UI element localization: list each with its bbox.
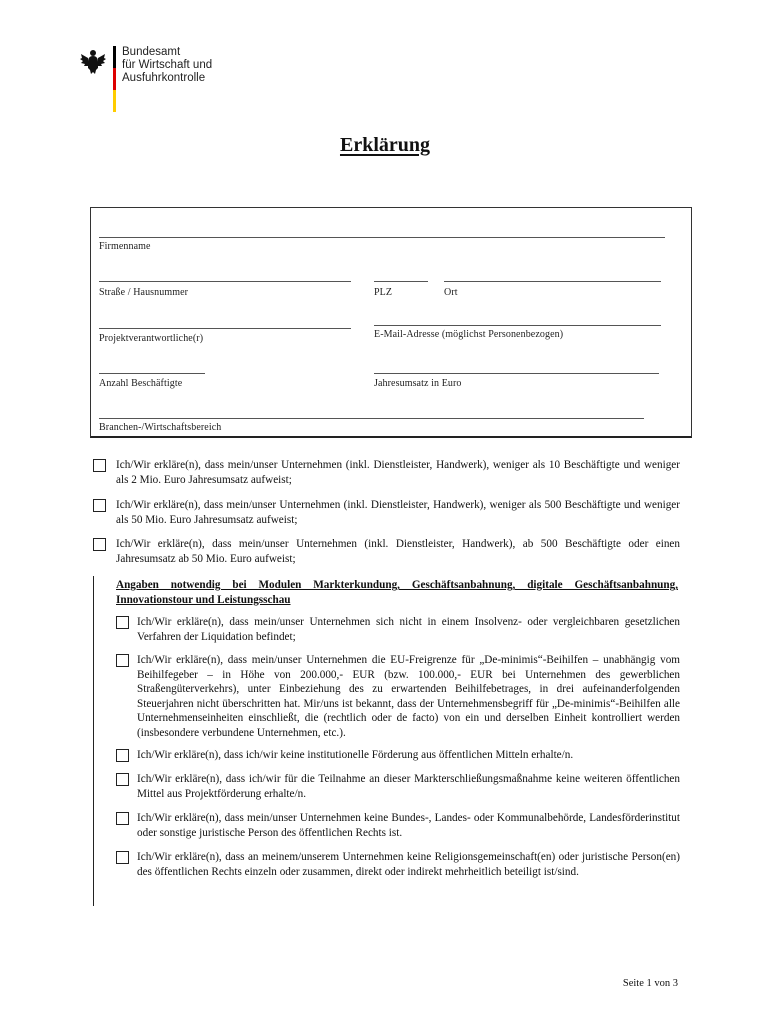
flag-bar xyxy=(113,46,116,112)
checkbox[interactable] xyxy=(93,538,106,551)
employees-label: Anzahl Beschäftigte xyxy=(99,378,183,389)
employees-field[interactable] xyxy=(99,373,205,374)
sector-field[interactable] xyxy=(99,418,644,419)
size-option-text: Ich/Wir erkläre(n), dass mein/unser Unternehmen (inkl. Dienstleister, Handwerk), weniger als 500 Beschäftigte und weniger als 50 Mio. Euro Jahresumsatz aufweist; xyxy=(116,499,680,526)
flag-stripe-black xyxy=(113,46,116,68)
declaration-item xyxy=(116,772,680,801)
section-heading: Angaben notwendig bei Modulen Markterkundung, Geschäftsanbahnung, digitale Geschäftsanbahnung, Innovationstour und Leistungsschau xyxy=(116,579,678,606)
declaration-text: Ich/Wir erkläre(n), dass an meinem/unserem Unternehmen keine Religionsgemeinschaft(en) oder juristische Person(en) des öffentlichen Rechts einzeln oder zusammen, direkt oder indirekt mehrheitlich beteiligt ist/sind. xyxy=(137,851,680,878)
checkbox[interactable] xyxy=(93,499,106,512)
checkbox[interactable] xyxy=(116,616,129,629)
declaration-item xyxy=(116,811,680,840)
declaration-item xyxy=(116,748,680,763)
size-option-text: Ich/Wir erkläre(n), dass mein/unser Unternehmen (inkl. Dienstleister, Handwerk), ab 500 Beschäftigte oder einen Jahresumsatz ab 50 Mio. Euro aufweist; xyxy=(116,538,680,565)
declaration-text: Ich/Wir erkläre(n), dass mein/unser Unternehmen keine Bundes-, Landes- oder Kommunalbehörde, Landesförderinstitut oder sonstige juristische Person des öffentlichen Rechts ist. xyxy=(137,812,680,839)
agency-line: Bundesamt xyxy=(122,46,181,58)
size-option-item xyxy=(93,458,680,487)
street-label: Straße / Hausnummer xyxy=(99,287,189,298)
agency-name xyxy=(122,46,212,85)
sector-label: Branchen-/Wirtschaftsbereich xyxy=(99,422,222,433)
agency-line: für Wirtschaft und xyxy=(122,59,213,71)
revenue-field[interactable] xyxy=(374,373,659,374)
project-lead-field[interactable] xyxy=(99,328,351,329)
email-field[interactable] xyxy=(374,325,661,326)
zip-label: PLZ xyxy=(374,287,393,298)
agency-line: Ausfuhrkontrolle xyxy=(122,72,206,84)
page-title: Erklärung xyxy=(339,134,431,156)
company-form xyxy=(90,207,692,438)
revenue-label: Jahresumsatz in Euro xyxy=(374,378,462,389)
size-option-item xyxy=(93,537,680,566)
declaration-text: Ich/Wir erkläre(n), dass ich/wir keine institutionelle Förderung aus öffentlichen Mitteln erhalte/n. xyxy=(137,749,574,761)
declaration-item xyxy=(116,653,680,741)
flag-stripe-red xyxy=(113,68,116,90)
checkbox[interactable] xyxy=(116,773,129,786)
declaration-item xyxy=(116,850,680,879)
street-field[interactable] xyxy=(99,281,351,282)
declaration-text: Ich/Wir erkläre(n), dass mein/unser Unternehmen die EU-Freigrenze für „De-minimis“-Beihilfen – unabhängig vom Beihilfegeber – in Höhe von 200.000,- EUR (bzw. 100.000,- EUR bei Unternehmen des gewerblichen Straßengüterverkehrs), unter Einbeziehung des zu erwartenden Beihilfebetrages, in drei aufeinanderfolgenden Steuerjahren nicht überschritten hat. Mir/uns ist bekannt, dass der Unternehmensbegriff für „De-minimis“-Beihilfen alle Unternehmenseinheiten einschließt, die (rechtlich oder de facto) von ein und derselben Einheit kontrolliert werden (insbesondere verbundene Unternehmen, etc.). xyxy=(137,654,680,739)
section-margin-bar xyxy=(93,576,94,906)
checkbox[interactable] xyxy=(116,749,129,762)
declaration-item xyxy=(116,615,680,644)
flag-stripe-gold xyxy=(113,90,116,112)
project-lead-label: Projektverantwortliche(r) xyxy=(99,333,204,344)
checkbox[interactable] xyxy=(116,812,129,825)
declaration-text: Ich/Wir erkläre(n), dass ich/wir für die Teilnahme an dieser Markterschließungsmaßnahme keine weiteren öffentlichen Mittel aus Projektförderung erhalte/n. xyxy=(137,773,680,800)
size-option-text: Ich/Wir erkläre(n), dass mein/unser Unternehmen (inkl. Dienstleister, Handwerk), weniger als 10 Beschäftigte und weniger als 2 Mio. Euro Jahresumsatz aufweist; xyxy=(116,459,680,486)
checkbox[interactable] xyxy=(116,851,129,864)
city-label: Ort xyxy=(444,287,458,298)
company-name-label: Firmenname xyxy=(99,241,151,252)
size-option-item xyxy=(93,498,680,527)
checkbox[interactable] xyxy=(116,654,129,667)
page-number: Seite 1 von 3 xyxy=(622,978,678,989)
city-field[interactable] xyxy=(444,281,661,282)
declaration-text: Ich/Wir erkläre(n), dass mein/unser Unternehmen sich nicht in einem Insolvenz- oder vergleichbaren gesetzlichen Verfahren der Liquidation befindet; xyxy=(137,616,680,643)
email-label: E-Mail-Adresse (möglichst Personenbezogen) xyxy=(374,329,564,340)
company-name-field[interactable] xyxy=(99,237,665,238)
zip-field[interactable] xyxy=(374,281,428,282)
federal-eagle-icon xyxy=(80,48,106,76)
checkbox[interactable] xyxy=(93,459,106,472)
